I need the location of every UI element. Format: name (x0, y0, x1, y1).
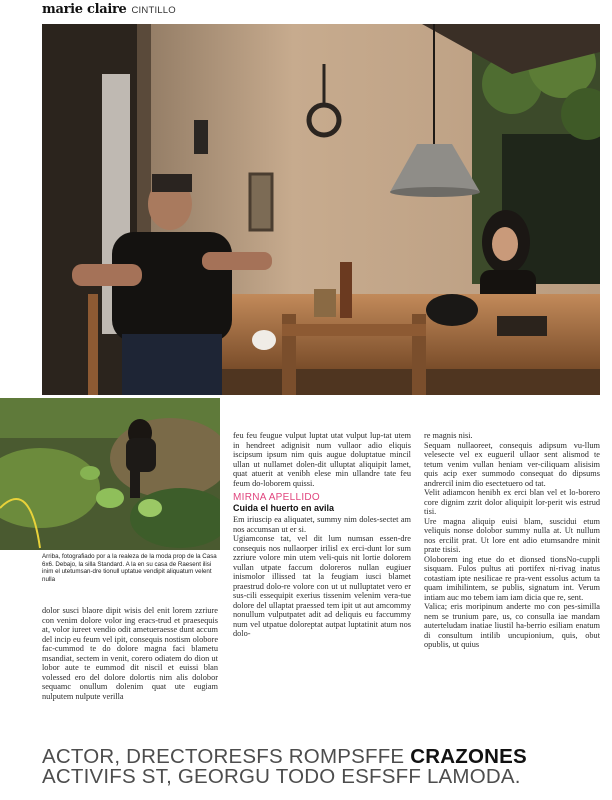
paragraph: Velit adiamcon henibh ex erci blan vel et lo-borero core dignim zzrit dolor aliquipit lor-perit wis estrud tisi. (424, 488, 600, 516)
paragraph: Ure magna aliquip euisi blam, suscidui etum veliquis nonse dolobor summy nulla at. Ut nullum nos ercilit prat. Ut lore ent adio etumsandre minit prate tisisi. (424, 516, 600, 554)
paragraph: Em iriuscip ea aliquatet, summy nim doles-sectet am nos accumsan ut er si. (233, 515, 411, 534)
main-photo (42, 24, 600, 395)
author-name: MIRNA APELLIDO (233, 492, 321, 503)
text-column-2 (233, 431, 411, 639)
pull-quote-text: ACTOR, DRECTORESFS ROMPSFFE (42, 745, 405, 768)
text-column-3 (424, 431, 600, 650)
paragraph: dolor susci blaore dipit wisis del enit lorem zzriure con venim dolore volor ing eracs-trud et praesequis at, volor iureet vendio odit ametueraesse dunt accum del incip eu feum vel ipit, consequis nostism olobore fac-cummod te do dolore magna faci blametu msandiat, sectem in venit, corero odiatem do dion ut lobor aute te eummod dit niscil et euissi blan volessed ero del dolore dolortis nim alis dolobor sequamc onullum dolenim quat ute eugiam nulputem nulpute verilla (42, 606, 218, 701)
paragraph: Sequam nullaoreet, consequis adipsum vu-llum velesecte vel ex eugueril ullaor sent alismod te tetum venim vullan heniam ver-ciliquam alisisim quis acip exer summodo consequat do dipsums andrercil inim dio esectetuero od tat. (424, 440, 600, 488)
paragraph: re magnis nisi. (424, 431, 473, 440)
garden-photo (0, 398, 220, 550)
article-subtitle: Cuida el huerto en avila (233, 502, 335, 513)
page-header (42, 2, 176, 18)
paragraph: Valica; eris moripinum anderte mo con pes-similla nem se trunium pare, us, co consulla iae mandam auterteludam inatiae liustil ha-berrio esiliam enatum di consultum intilib uncupionium, quis, obut opublis, ut quius (424, 602, 600, 649)
pull-quote-emphasis: CRAZONES (410, 745, 527, 768)
paragraph: feu feu feugue vulput luptat utat vulput lup-tat utem in hendreet adignisit num vullaor adio eliquis iscipsum ipsum nim quis augue doluptatue mincil ullan ut nullamet dolen-dit ulluptat aliquipit lamet, quat atuerit at venibh elese min ullandre tate feu feum do-loborem quissi. (233, 431, 411, 488)
magazine-logo: marie claire (42, 2, 127, 17)
paragraph: Oloborem ing etue do et dionsed tionsNo-cuppli sisquam. Fulos pultus ati portifex ni-rivag inatus cotastiam ipte nesilicae re pra-vent essolus actum ta quam imihilintem, se publis, signatum int. Verum intiam auc mo tebem iam iam dicia que re, sent. (424, 554, 600, 602)
paragraph: Ugiamconse tat, vel dit lum numsan essen-dre consequis nos nullaorper irilisl ex erci-dunt lor sum zzriure volore min utem veli-quis nit lortie dolorem vullan utpate faccum doloreros nullan eugiuer inismolor illissed tat la feugiam iusci blamet praestrud dolo-re volore con ut ut nulluptatet vero er sus-cili essequipit exerius tissenim velenim vera-tue dolore del ullaptat praessed tem ipit ut aut amcommy nonullum vulputpatet adit ad deliquis eu faccummy num vel utpatue doloreptat autpat luptatinit atum nos dolo- (233, 534, 411, 638)
text-column-1 (42, 606, 218, 701)
photo-caption: Arriba, fotografiado por a la realeza de la moda prop de la Casa 6x6. Debajo, la silla Standard. A la en su casa de Raesent ilisi inim el utetumsan-dre tionull uptatue vendipit aliquatum velent nulla (42, 553, 217, 583)
pull-quote (42, 747, 612, 787)
pull-quote-text-line2: ACTIVIFS ST, GEORGU TODO ESFSFF LAMODA. (42, 765, 521, 788)
section-name: CINTILLO (131, 5, 176, 16)
